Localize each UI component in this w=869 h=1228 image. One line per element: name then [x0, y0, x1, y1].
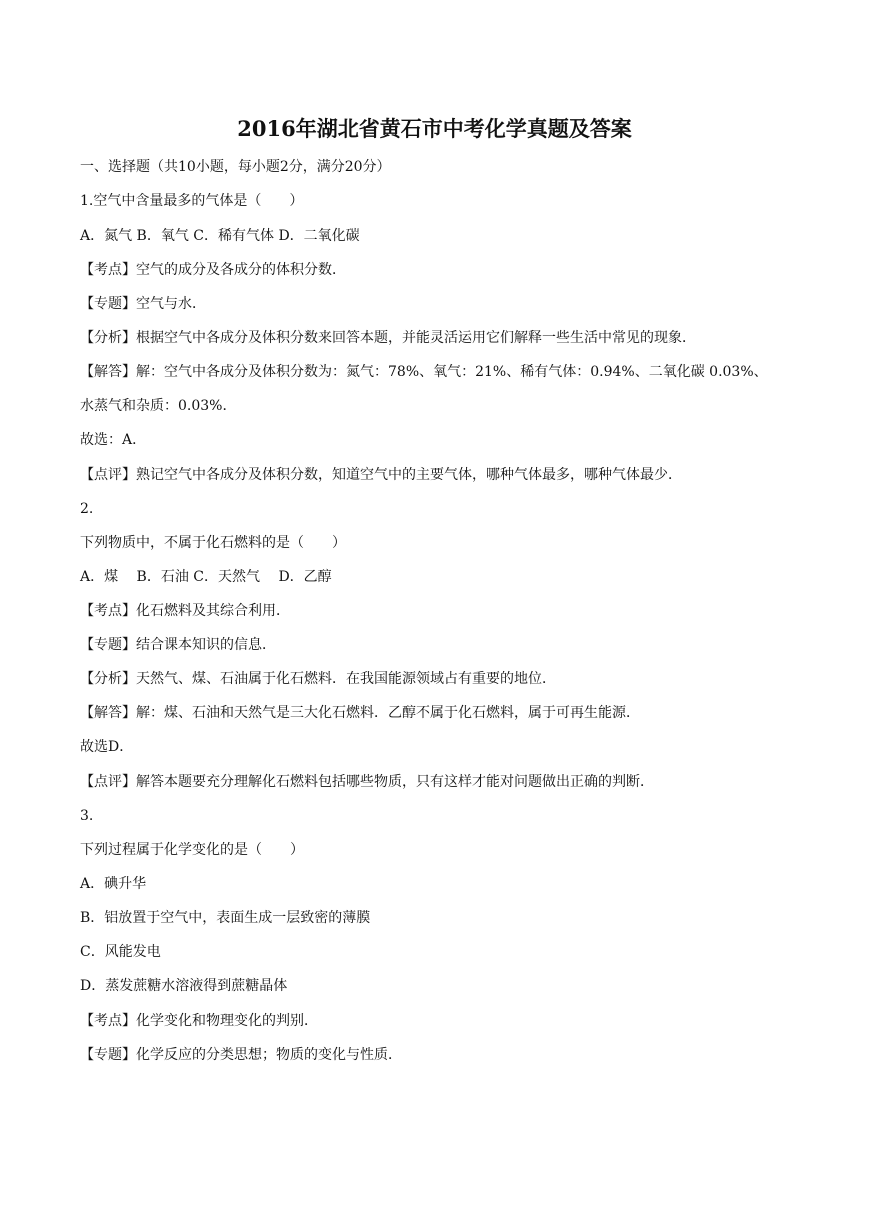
question-1-jieda-cont: 水蒸气和杂质：0.03%． — [80, 398, 237, 414]
question-3-number: 3. — [80, 808, 94, 824]
question-2-dianping: 【点评】解答本题要充分理解化石燃料包括哪些物质，只有这样才能对问题做出正确的判断． — [80, 774, 654, 790]
question-1-stem: 1.空气中含量最多的气体是（ ） — [80, 193, 304, 209]
question-1-fenxi: 【分析】根据空气中各成分及体积分数来回答本题，并能灵活运用它们解释一些生活中常见的现象． — [80, 330, 696, 346]
section-heading: 一、选择题（共10小题，每小题2分，满分20分） — [80, 159, 391, 175]
question-1-kaodian: 【考点】空气的成分及各成分的体积分数． — [80, 262, 346, 278]
question-2-number: 2. — [80, 501, 94, 517]
question-3-option-b: B．铝放置于空气中，表面生成一层致密的薄膜 — [80, 910, 371, 926]
question-1-jieda: 【解答】解：空气中各成分及体积分数为：氮气：78%、氧气：21%、稀有气体：0.94%、二氧化碳 0.03%、 — [80, 364, 768, 380]
question-3-option-c: C．风能发电 — [80, 944, 161, 960]
question-3-kaodian: 【考点】化学变化和物理变化的判别． — [80, 1013, 318, 1029]
question-2-zhuanti: 【专题】结合课本知识的信息． — [80, 637, 276, 653]
question-2-stem: 下列物质中，不属于化石燃料的是（ ） — [80, 535, 346, 551]
question-1-zhuanti: 【专题】空气与水． — [80, 296, 206, 312]
question-2-kaodian: 【考点】化石燃料及其综合利用． — [80, 603, 290, 619]
question-1-answer: 故选：A． — [80, 432, 147, 448]
question-2-options: A．煤 B．石油 C．天然气 D．乙醇 — [80, 569, 332, 585]
question-2-fenxi: 【分析】天然气、煤、石油属于化石燃料．在我国能源领域占有重要的地位． — [80, 671, 556, 687]
question-3-option-d: D．蒸发蔗糖水溶液得到蔗糖晶体 — [80, 978, 288, 994]
question-2-jieda: 【解答】解：煤、石油和天然气是三大化石燃料．乙醇不属于化石燃料，属于可再生能源． — [80, 705, 640, 721]
question-1-dianping: 【点评】熟记空气中各成分及体积分数，知道空气中的主要气体，哪种气体最多，哪种气体最少． — [80, 467, 682, 483]
question-2-answer: 故选D． — [80, 739, 134, 755]
question-3-stem: 下列过程属于化学变化的是（ ） — [80, 842, 304, 858]
question-1-options: A．氮气 B．氧气 C．稀有气体 D．二氧化碳 — [80, 228, 360, 244]
question-3-zhuanti: 【专题】化学反应的分类思想；物质的变化与性质． — [80, 1047, 402, 1063]
document-title: 2016年湖北省黄石市中考化学真题及答案 — [237, 116, 632, 141]
question-3-option-a: A．碘升华 — [80, 876, 147, 892]
